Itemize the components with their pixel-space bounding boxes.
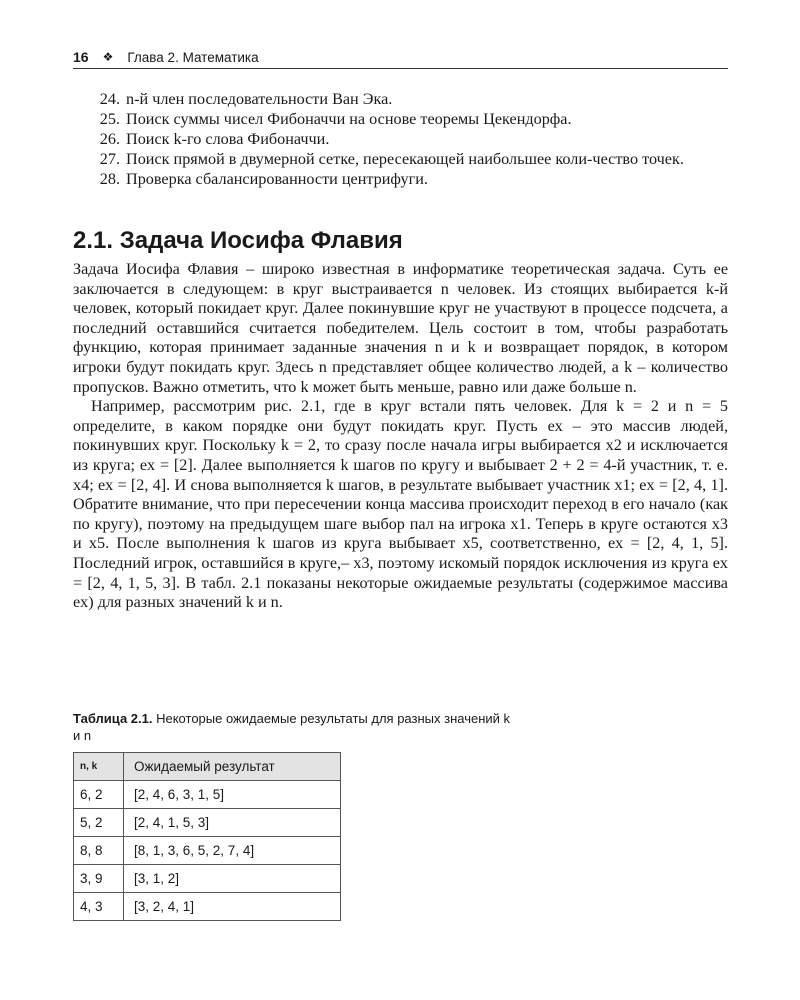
paragraph: Например, рассмотрим рис. 2.1, где в круг встали пять человек. Для k = 2 и n = 5 определите, в каком порядке они будут покидать круг. Пусть ex – это массив людей, покинувших круг. Поскольку k = 2, то сразу после начала игры выбирается x2 и исключается из круга; ex = [2]. Далее выполняется k шагов по кругу и выбывает 2 + 2 = 4-й участник, т. е. x4; ex = [2, 4]. И снова выполняется k шагов, в результате выбывает участник x1; ex = [2, 4, 1]. Обратите внимание, что при пересечении конца массива происходит переход в его начало (как по кругу), поэтому на предыдущем шаге выбор пал на игрока x1. Теперь в круге остаются x3 и x5. После выполнения k шагов из круга выбывает x5, соответственно, ex = [2, 4, 1, 5]. Последний игрок, оставшийся в круге,– x3, поэтому искомый порядок исключения из круга ex = [2, 4, 1, 5, 3]. В табл. 2.1 показаны некоторые ожидаемые результаты (содержимое массива ex) для разных значений k и n. (73, 397, 728, 612)
results-table (73, 752, 341, 921)
list-item (73, 109, 733, 129)
section-heading: 2.1. Задача Иосифа Флавия (73, 227, 403, 254)
list-item (73, 129, 733, 149)
list-item-number: 28. (99, 170, 120, 188)
list-item (73, 169, 733, 189)
list-item-text: Поиск k-го слова Фибоначчи. (126, 130, 330, 148)
list-item-number: 27. (99, 150, 120, 168)
table-row (74, 837, 341, 865)
table-caption (73, 710, 513, 744)
table-cell-nk: 3, 9 (74, 865, 124, 893)
section-body (73, 260, 728, 613)
table-cell-result: [2, 4, 6, 3, 1, 5] (124, 781, 341, 809)
list-item-text: n-й член последовательности Ван Эка. (126, 90, 393, 108)
running-header (73, 46, 728, 69)
list-item-text: Проверка сбалансированности центрифуги. (126, 170, 428, 188)
list-item (73, 149, 733, 169)
table-cell-result: [3, 2, 4, 1] (124, 893, 341, 921)
table-cell-nk: 6, 2 (74, 781, 124, 809)
page-number: 16 (73, 49, 89, 65)
table-row (74, 893, 341, 921)
table-row (74, 865, 341, 893)
table-caption-label: Таблица 2.1. (73, 711, 153, 726)
table-cell-nk: 4, 3 (74, 893, 124, 921)
table-cell-result: [2, 4, 1, 5, 3] (124, 809, 341, 837)
table-cell-result: [8, 1, 3, 6, 5, 2, 7, 4] (124, 837, 341, 865)
table-caption-text: Некоторые ожидаемые результаты для разных значений k и n (73, 711, 511, 743)
list-item-number: 25. (99, 110, 120, 128)
table-cell-nk: 5, 2 (74, 809, 124, 837)
header-ornament-icon: ❖ (102, 50, 114, 64)
table-row (74, 809, 341, 837)
list-item-text: Поиск прямой в двумерной сетке, пересекающей наибольшее коли-чество точек. (126, 150, 684, 168)
table-cell-nk: 8, 8 (74, 837, 124, 865)
table-cell-result: [3, 1, 2] (124, 865, 341, 893)
table-header-row (74, 753, 341, 781)
paragraph: Задача Иосифа Флавия – широко известная в информатике теоретическая задача. Суть ее заключается в следующем: в круг выстраивается n человек. Из стоящих выбирается k-й человек, который покидает круг. Далее покинувшие круг не участвуют в процессе подсчета, а последний оставшийся считается победителем. Цель состоит в том, чтобы разработать функцию, которая принимает заданные значения n и k и возвращает порядок, в котором игроки будут покидать круг. Здесь n представляет общее количество людей, а k – количество пропусков. Важно отметить, что k может быть меньше, равно или даже больше n. (73, 260, 728, 396)
table-row (74, 781, 341, 809)
column-header-nk: n, k (74, 753, 124, 781)
list-item (73, 89, 733, 109)
list-item-number: 24. (99, 90, 120, 108)
column-header-result: Ожидаемый результат (124, 753, 341, 781)
list-item-number: 26. (99, 130, 120, 148)
chapter-title: Глава 2. Математика (127, 49, 259, 65)
list-item-text: Поиск суммы чисел Фибоначчи на основе теоремы Цекендорфа. (126, 110, 572, 128)
numbered-list (73, 89, 733, 189)
